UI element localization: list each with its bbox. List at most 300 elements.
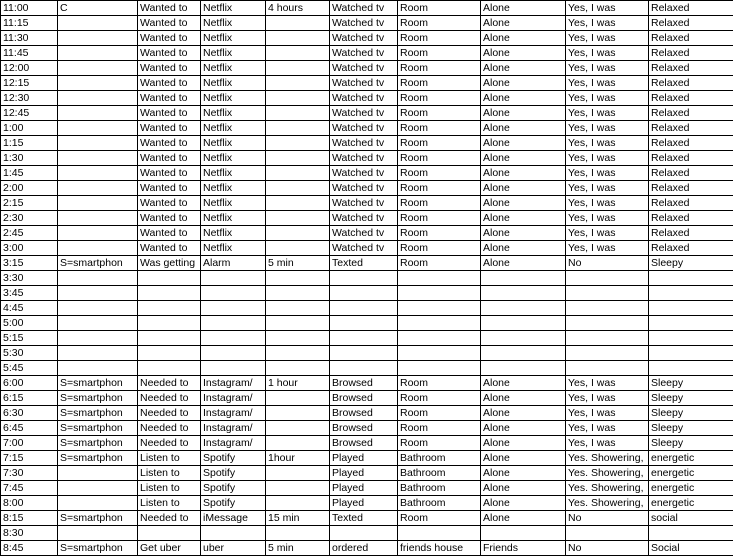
- table-cell[interactable]: Yes, I was: [566, 61, 649, 76]
- table-cell[interactable]: Spotify: [201, 481, 266, 496]
- table-cell[interactable]: [58, 346, 138, 361]
- table-cell[interactable]: Netflix: [201, 46, 266, 61]
- table-cell[interactable]: Room: [398, 226, 481, 241]
- table-cell[interactable]: [266, 286, 330, 301]
- table-cell[interactable]: [266, 151, 330, 166]
- table-cell[interactable]: Watched tv: [330, 181, 398, 196]
- table-row[interactable]: [1, 526, 733, 541]
- table-row[interactable]: [1, 196, 733, 211]
- table-cell[interactable]: [481, 286, 566, 301]
- table-cell[interactable]: [58, 121, 138, 136]
- table-cell[interactable]: Alone: [481, 121, 566, 136]
- table-cell[interactable]: Bathroom: [398, 451, 481, 466]
- table-cell[interactable]: [398, 331, 481, 346]
- table-cell[interactable]: [330, 271, 398, 286]
- table-cell[interactable]: [266, 166, 330, 181]
- table-cell[interactable]: [398, 526, 481, 541]
- table-cell[interactable]: Watched tv: [330, 211, 398, 226]
- table-cell[interactable]: Alone: [481, 91, 566, 106]
- table-cell[interactable]: Listen to: [138, 496, 201, 511]
- table-cell[interactable]: [330, 331, 398, 346]
- table-cell[interactable]: Relaxed: [649, 226, 733, 241]
- table-row[interactable]: [1, 511, 733, 526]
- table-cell[interactable]: Room: [398, 61, 481, 76]
- time-cell[interactable]: 12:15: [1, 76, 58, 91]
- table-cell[interactable]: S=smartphon: [58, 376, 138, 391]
- table-cell[interactable]: 4 hours: [266, 1, 330, 16]
- table-cell[interactable]: Watched tv: [330, 46, 398, 61]
- table-cell[interactable]: Wanted to: [138, 181, 201, 196]
- table-cell[interactable]: Room: [398, 181, 481, 196]
- table-cell[interactable]: [649, 346, 733, 361]
- table-cell[interactable]: [266, 16, 330, 31]
- time-cell[interactable]: 3:15: [1, 256, 58, 271]
- table-cell[interactable]: Bathroom: [398, 496, 481, 511]
- table-cell[interactable]: [58, 106, 138, 121]
- table-cell[interactable]: 1hour: [266, 451, 330, 466]
- table-row[interactable]: [1, 406, 733, 421]
- table-cell[interactable]: Room: [398, 256, 481, 271]
- time-cell[interactable]: 6:30: [1, 406, 58, 421]
- table-cell[interactable]: [266, 121, 330, 136]
- table-cell[interactable]: Alone: [481, 421, 566, 436]
- table-cell[interactable]: Alone: [481, 166, 566, 181]
- table-cell[interactable]: [201, 301, 266, 316]
- table-cell[interactable]: Alone: [481, 76, 566, 91]
- table-cell[interactable]: Sleepy: [649, 436, 733, 451]
- time-cell[interactable]: 7:00: [1, 436, 58, 451]
- time-cell[interactable]: 8:30: [1, 526, 58, 541]
- table-cell[interactable]: Watched tv: [330, 76, 398, 91]
- table-cell[interactable]: Social: [649, 541, 733, 556]
- table-cell[interactable]: Yes, I was: [566, 16, 649, 31]
- table-cell[interactable]: Yes, I was: [566, 106, 649, 121]
- table-cell[interactable]: Spotify: [201, 451, 266, 466]
- table-cell[interactable]: Alone: [481, 451, 566, 466]
- table-cell[interactable]: Wanted to: [138, 91, 201, 106]
- table-cell[interactable]: Yes, I was: [566, 91, 649, 106]
- table-cell[interactable]: No: [566, 256, 649, 271]
- table-cell[interactable]: Alone: [481, 211, 566, 226]
- table-cell[interactable]: Watched tv: [330, 166, 398, 181]
- table-row[interactable]: [1, 541, 733, 556]
- time-cell[interactable]: 12:45: [1, 106, 58, 121]
- table-cell[interactable]: Was getting: [138, 256, 201, 271]
- table-cell[interactable]: iMessage: [201, 511, 266, 526]
- table-cell[interactable]: Wanted to: [138, 196, 201, 211]
- table-cell[interactable]: Alone: [481, 496, 566, 511]
- table-cell[interactable]: energetic: [649, 451, 733, 466]
- table-cell[interactable]: Listen to: [138, 481, 201, 496]
- table-cell[interactable]: [266, 361, 330, 376]
- table-cell[interactable]: Relaxed: [649, 1, 733, 16]
- table-row[interactable]: [1, 496, 733, 511]
- table-cell[interactable]: Room: [398, 151, 481, 166]
- table-cell[interactable]: Relaxed: [649, 46, 733, 61]
- table-cell[interactable]: Alarm: [201, 256, 266, 271]
- table-cell[interactable]: Yes, I was: [566, 226, 649, 241]
- table-cell[interactable]: No: [566, 541, 649, 556]
- table-cell[interactable]: Netflix: [201, 91, 266, 106]
- table-row[interactable]: [1, 376, 733, 391]
- table-cell[interactable]: 5 min: [266, 256, 330, 271]
- table-cell[interactable]: Room: [398, 1, 481, 16]
- table-cell[interactable]: Watched tv: [330, 61, 398, 76]
- table-cell[interactable]: Sleepy: [649, 391, 733, 406]
- table-cell[interactable]: Listen to: [138, 466, 201, 481]
- table-cell[interactable]: [58, 466, 138, 481]
- time-cell[interactable]: 3:00: [1, 241, 58, 256]
- table-cell[interactable]: [201, 361, 266, 376]
- table-cell[interactable]: [398, 286, 481, 301]
- table-cell[interactable]: [330, 361, 398, 376]
- table-cell[interactable]: [266, 31, 330, 46]
- table-cell[interactable]: Relaxed: [649, 151, 733, 166]
- table-cell[interactable]: [58, 196, 138, 211]
- table-row[interactable]: [1, 451, 733, 466]
- table-cell[interactable]: [481, 301, 566, 316]
- table-cell[interactable]: Alone: [481, 136, 566, 151]
- table-cell[interactable]: [266, 226, 330, 241]
- table-cell[interactable]: Netflix: [201, 76, 266, 91]
- table-cell[interactable]: [649, 331, 733, 346]
- table-cell[interactable]: [201, 331, 266, 346]
- table-cell[interactable]: Spotify: [201, 496, 266, 511]
- time-cell[interactable]: 1:30: [1, 151, 58, 166]
- table-cell[interactable]: Relaxed: [649, 106, 733, 121]
- table-row[interactable]: [1, 481, 733, 496]
- time-cell[interactable]: 1:00: [1, 121, 58, 136]
- table-row[interactable]: [1, 271, 733, 286]
- table-cell[interactable]: Yes, I was: [566, 391, 649, 406]
- table-cell[interactable]: Played: [330, 466, 398, 481]
- table-cell[interactable]: S=smartphon: [58, 511, 138, 526]
- table-cell[interactable]: Relaxed: [649, 121, 733, 136]
- table-cell[interactable]: Room: [398, 91, 481, 106]
- table-cell[interactable]: Relaxed: [649, 61, 733, 76]
- table-cell[interactable]: [138, 331, 201, 346]
- table-cell[interactable]: Relaxed: [649, 31, 733, 46]
- table-cell[interactable]: Room: [398, 16, 481, 31]
- table-cell[interactable]: [58, 226, 138, 241]
- table-cell[interactable]: Watched tv: [330, 196, 398, 211]
- table-cell[interactable]: 15 min: [266, 511, 330, 526]
- table-cell[interactable]: [58, 361, 138, 376]
- table-row[interactable]: [1, 166, 733, 181]
- table-cell[interactable]: [398, 346, 481, 361]
- table-cell[interactable]: Room: [398, 31, 481, 46]
- table-cell[interactable]: [58, 61, 138, 76]
- table-cell[interactable]: Needed to: [138, 406, 201, 421]
- table-cell[interactable]: [649, 271, 733, 286]
- table-cell[interactable]: Sleepy: [649, 406, 733, 421]
- table-row[interactable]: [1, 466, 733, 481]
- table-cell[interactable]: [266, 76, 330, 91]
- table-cell[interactable]: [481, 271, 566, 286]
- table-cell[interactable]: Yes. Showering,: [566, 496, 649, 511]
- table-cell[interactable]: Browsed: [330, 376, 398, 391]
- table-row[interactable]: [1, 121, 733, 136]
- table-cell[interactable]: [330, 346, 398, 361]
- table-cell[interactable]: Texted: [330, 256, 398, 271]
- table-cell[interactable]: [58, 16, 138, 31]
- table-cell[interactable]: [566, 286, 649, 301]
- table-cell[interactable]: Watched tv: [330, 91, 398, 106]
- table-cell[interactable]: Netflix: [201, 121, 266, 136]
- table-cell[interactable]: Yes. Showering,: [566, 451, 649, 466]
- table-cell[interactable]: energetic: [649, 481, 733, 496]
- table-cell[interactable]: Alone: [481, 481, 566, 496]
- table-cell[interactable]: Played: [330, 451, 398, 466]
- table-cell[interactable]: [58, 46, 138, 61]
- table-cell[interactable]: Alone: [481, 106, 566, 121]
- table-cell[interactable]: Yes, I was: [566, 46, 649, 61]
- table-cell[interactable]: Netflix: [201, 211, 266, 226]
- table-row[interactable]: [1, 331, 733, 346]
- table-cell[interactable]: [266, 316, 330, 331]
- table-cell[interactable]: Alone: [481, 226, 566, 241]
- table-cell[interactable]: [266, 61, 330, 76]
- table-cell[interactable]: Relaxed: [649, 16, 733, 31]
- table-cell[interactable]: Yes, I was: [566, 406, 649, 421]
- table-cell[interactable]: Yes, I was: [566, 76, 649, 91]
- time-cell[interactable]: 5:00: [1, 316, 58, 331]
- table-cell[interactable]: [330, 301, 398, 316]
- table-cell[interactable]: Wanted to: [138, 61, 201, 76]
- table-cell[interactable]: Alone: [481, 46, 566, 61]
- table-cell[interactable]: Room: [398, 436, 481, 451]
- table-row[interactable]: [1, 31, 733, 46]
- table-cell[interactable]: Netflix: [201, 196, 266, 211]
- table-cell[interactable]: [566, 316, 649, 331]
- table-cell[interactable]: Alone: [481, 241, 566, 256]
- table-cell[interactable]: Wanted to: [138, 31, 201, 46]
- table-cell[interactable]: Watched tv: [330, 31, 398, 46]
- table-cell[interactable]: [649, 301, 733, 316]
- table-cell[interactable]: Yes. Showering,: [566, 481, 649, 496]
- table-cell[interactable]: Alone: [481, 391, 566, 406]
- table-cell[interactable]: Watched tv: [330, 136, 398, 151]
- time-cell[interactable]: 5:45: [1, 361, 58, 376]
- table-cell[interactable]: Instagram/: [201, 406, 266, 421]
- table-cell[interactable]: Alone: [481, 196, 566, 211]
- table-cell[interactable]: Bathroom: [398, 466, 481, 481]
- table-cell[interactable]: [58, 91, 138, 106]
- table-cell[interactable]: [566, 301, 649, 316]
- table-cell[interactable]: Alone: [481, 406, 566, 421]
- table-cell[interactable]: Watched tv: [330, 16, 398, 31]
- table-cell[interactable]: Sleepy: [649, 421, 733, 436]
- table-row[interactable]: [1, 256, 733, 271]
- time-cell[interactable]: 8:15: [1, 511, 58, 526]
- table-cell[interactable]: [398, 301, 481, 316]
- time-cell[interactable]: 4:45: [1, 301, 58, 316]
- table-cell[interactable]: [566, 271, 649, 286]
- time-cell[interactable]: 1:15: [1, 136, 58, 151]
- table-cell[interactable]: Room: [398, 376, 481, 391]
- table-cell[interactable]: Room: [398, 136, 481, 151]
- time-cell[interactable]: 2:15: [1, 196, 58, 211]
- time-cell[interactable]: 6:00: [1, 376, 58, 391]
- table-row[interactable]: [1, 361, 733, 376]
- table-cell[interactable]: [266, 481, 330, 496]
- table-cell[interactable]: energetic: [649, 496, 733, 511]
- table-cell[interactable]: Yes, I was: [566, 421, 649, 436]
- table-cell[interactable]: [58, 76, 138, 91]
- table-cell[interactable]: Browsed: [330, 391, 398, 406]
- table-cell[interactable]: Yes, I was: [566, 31, 649, 46]
- table-cell[interactable]: Netflix: [201, 166, 266, 181]
- table-cell[interactable]: S=smartphon: [58, 421, 138, 436]
- time-cell[interactable]: 2:30: [1, 211, 58, 226]
- table-cell[interactable]: [649, 286, 733, 301]
- table-cell[interactable]: Room: [398, 391, 481, 406]
- table-cell[interactable]: Netflix: [201, 16, 266, 31]
- table-cell[interactable]: Watched tv: [330, 151, 398, 166]
- table-cell[interactable]: Wanted to: [138, 136, 201, 151]
- table-cell[interactable]: friends house: [398, 541, 481, 556]
- table-cell[interactable]: [58, 316, 138, 331]
- time-cell[interactable]: 12:00: [1, 61, 58, 76]
- table-cell[interactable]: [201, 526, 266, 541]
- table-cell[interactable]: Needed to: [138, 436, 201, 451]
- table-cell[interactable]: [330, 316, 398, 331]
- table-cell[interactable]: [266, 106, 330, 121]
- table-cell[interactable]: [58, 241, 138, 256]
- time-cell[interactable]: 11:00: [1, 1, 58, 16]
- table-cell[interactable]: Yes, I was: [566, 211, 649, 226]
- table-cell[interactable]: Wanted to: [138, 46, 201, 61]
- table-cell[interactable]: 5 min: [266, 541, 330, 556]
- table-row[interactable]: [1, 391, 733, 406]
- table-row[interactable]: [1, 241, 733, 256]
- table-cell[interactable]: [58, 31, 138, 46]
- table-cell[interactable]: Relaxed: [649, 196, 733, 211]
- table-cell[interactable]: Room: [398, 421, 481, 436]
- table-cell[interactable]: Alone: [481, 151, 566, 166]
- time-cell[interactable]: 3:45: [1, 286, 58, 301]
- table-cell[interactable]: [330, 286, 398, 301]
- table-row[interactable]: [1, 286, 733, 301]
- table-cell[interactable]: [398, 271, 481, 286]
- table-row[interactable]: [1, 106, 733, 121]
- table-cell[interactable]: Alone: [481, 181, 566, 196]
- table-cell[interactable]: Instagram/: [201, 376, 266, 391]
- table-cell[interactable]: Yes, I was: [566, 181, 649, 196]
- table-row[interactable]: [1, 226, 733, 241]
- table-cell[interactable]: Alone: [481, 376, 566, 391]
- table-cell[interactable]: Browsed: [330, 436, 398, 451]
- table-cell[interactable]: S=smartphon: [58, 391, 138, 406]
- table-cell[interactable]: [58, 496, 138, 511]
- table-cell[interactable]: Watched tv: [330, 241, 398, 256]
- time-cell[interactable]: 11:30: [1, 31, 58, 46]
- table-cell[interactable]: [266, 346, 330, 361]
- table-cell[interactable]: Needed to: [138, 376, 201, 391]
- time-cell[interactable]: 5:30: [1, 346, 58, 361]
- table-cell[interactable]: [266, 46, 330, 61]
- time-cell[interactable]: 2:00: [1, 181, 58, 196]
- table-cell[interactable]: Alone: [481, 16, 566, 31]
- table-cell[interactable]: [138, 361, 201, 376]
- table-cell[interactable]: [58, 526, 138, 541]
- table-cell[interactable]: Watched tv: [330, 1, 398, 16]
- table-cell[interactable]: [481, 316, 566, 331]
- table-cell[interactable]: uber: [201, 541, 266, 556]
- table-cell[interactable]: [201, 316, 266, 331]
- table-cell[interactable]: [266, 196, 330, 211]
- table-cell[interactable]: [266, 136, 330, 151]
- table-row[interactable]: [1, 346, 733, 361]
- table-cell[interactable]: Watched tv: [330, 121, 398, 136]
- table-cell[interactable]: C: [58, 1, 138, 16]
- table-cell[interactable]: Alone: [481, 1, 566, 16]
- table-cell[interactable]: Netflix: [201, 106, 266, 121]
- table-cell[interactable]: Needed to: [138, 511, 201, 526]
- table-cell[interactable]: Netflix: [201, 136, 266, 151]
- time-cell[interactable]: 7:45: [1, 481, 58, 496]
- table-cell[interactable]: Yes, I was: [566, 241, 649, 256]
- table-cell[interactable]: Texted: [330, 511, 398, 526]
- time-cell[interactable]: 11:15: [1, 16, 58, 31]
- table-cell[interactable]: social: [649, 511, 733, 526]
- table-cell[interactable]: Room: [398, 211, 481, 226]
- table-cell[interactable]: [266, 211, 330, 226]
- table-cell[interactable]: Room: [398, 511, 481, 526]
- table-cell[interactable]: Watched tv: [330, 106, 398, 121]
- table-cell[interactable]: Wanted to: [138, 151, 201, 166]
- table-cell[interactable]: Spotify: [201, 466, 266, 481]
- table-cell[interactable]: Wanted to: [138, 211, 201, 226]
- table-cell[interactable]: [266, 301, 330, 316]
- table-cell[interactable]: Alone: [481, 256, 566, 271]
- table-cell[interactable]: Needed to: [138, 391, 201, 406]
- table-cell[interactable]: Netflix: [201, 241, 266, 256]
- table-cell[interactable]: Wanted to: [138, 241, 201, 256]
- table-row[interactable]: [1, 421, 733, 436]
- table-cell[interactable]: [266, 496, 330, 511]
- table-cell[interactable]: Wanted to: [138, 166, 201, 181]
- table-cell[interactable]: Alone: [481, 31, 566, 46]
- table-row[interactable]: [1, 301, 733, 316]
- table-cell[interactable]: [138, 301, 201, 316]
- table-cell[interactable]: [266, 526, 330, 541]
- table-cell[interactable]: Yes, I was: [566, 136, 649, 151]
- table-cell[interactable]: Played: [330, 496, 398, 511]
- table-cell[interactable]: [266, 391, 330, 406]
- table-cell[interactable]: Relaxed: [649, 211, 733, 226]
- table-cell[interactable]: [266, 406, 330, 421]
- table-cell[interactable]: S=smartphon: [58, 406, 138, 421]
- table-row[interactable]: [1, 61, 733, 76]
- table-cell[interactable]: S=smartphon: [58, 541, 138, 556]
- table-cell[interactable]: Wanted to: [138, 106, 201, 121]
- table-cell[interactable]: Played: [330, 481, 398, 496]
- table-cell[interactable]: [266, 181, 330, 196]
- time-cell[interactable]: 7:30: [1, 466, 58, 481]
- table-cell[interactable]: Yes, I was: [566, 166, 649, 181]
- table-cell[interactable]: Sleepy: [649, 376, 733, 391]
- table-cell[interactable]: [266, 241, 330, 256]
- table-cell[interactable]: Wanted to: [138, 226, 201, 241]
- table-cell[interactable]: [566, 361, 649, 376]
- time-cell[interactable]: 3:30: [1, 271, 58, 286]
- table-cell[interactable]: [58, 136, 138, 151]
- table-cell[interactable]: Relaxed: [649, 91, 733, 106]
- table-cell[interactable]: S=smartphon: [58, 256, 138, 271]
- table-cell[interactable]: [58, 166, 138, 181]
- table-cell[interactable]: [58, 181, 138, 196]
